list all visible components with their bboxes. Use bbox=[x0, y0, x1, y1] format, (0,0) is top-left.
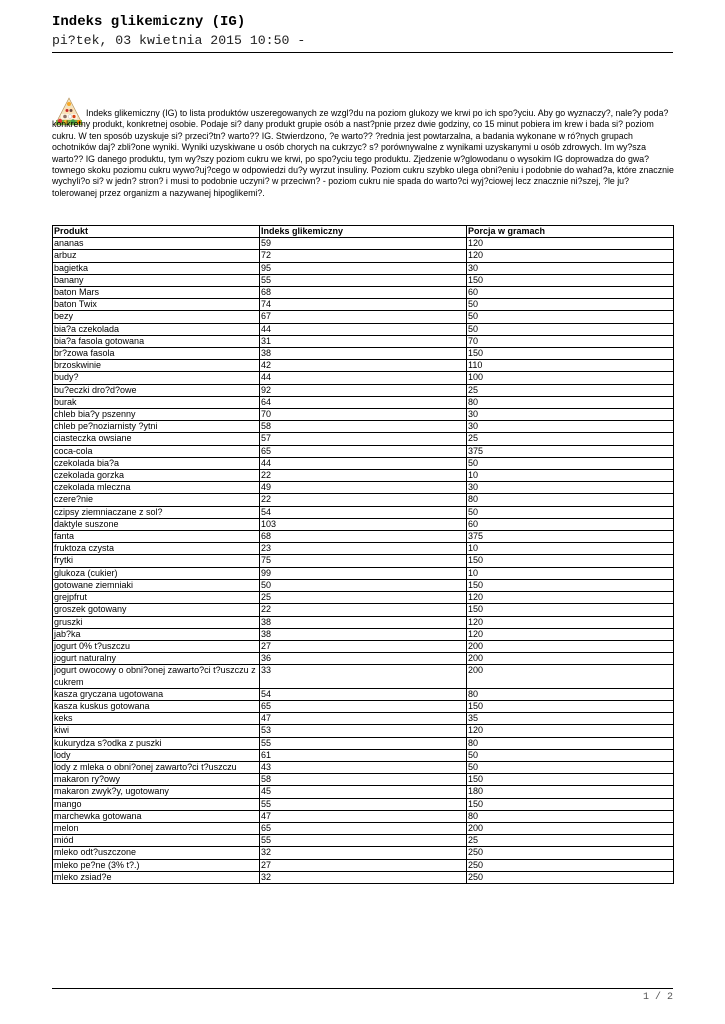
glycemic-index-cell: 50 bbox=[260, 579, 467, 591]
product-cell: miód bbox=[53, 835, 260, 847]
table-row bbox=[53, 287, 674, 299]
table-row bbox=[53, 311, 674, 323]
table-row bbox=[53, 604, 674, 616]
product-cell: glukoza (cukier) bbox=[53, 567, 260, 579]
glycemic-index-cell: 23 bbox=[260, 543, 467, 555]
table-row bbox=[53, 348, 674, 360]
portion-cell: 50 bbox=[467, 323, 674, 335]
table-row bbox=[53, 457, 674, 469]
product-cell: jogurt 0% t?uszczu bbox=[53, 640, 260, 652]
table-row bbox=[53, 555, 674, 567]
glycemic-index-cell: 65 bbox=[260, 445, 467, 457]
product-cell: kasza gryczana ugotowana bbox=[53, 688, 260, 700]
glycemic-index-cell: 67 bbox=[260, 311, 467, 323]
product-cell: czekolada gorzka bbox=[53, 470, 260, 482]
product-cell: czekolada mleczna bbox=[53, 482, 260, 494]
page-number: 1 / 2 bbox=[642, 992, 673, 1003]
table-row bbox=[53, 713, 674, 725]
table-row bbox=[53, 822, 674, 834]
glycemic-index-cell: 44 bbox=[260, 323, 467, 335]
glycemic-index-cell: 70 bbox=[260, 409, 467, 421]
table-row bbox=[53, 640, 674, 652]
glycemic-index-cell: 22 bbox=[260, 470, 467, 482]
table-row bbox=[53, 847, 674, 859]
portion-cell: 50 bbox=[467, 761, 674, 773]
table-row bbox=[53, 761, 674, 773]
table-row bbox=[53, 506, 674, 518]
table-row bbox=[53, 372, 674, 384]
product-cell: makaron ry?owy bbox=[53, 774, 260, 786]
product-cell: budy? bbox=[53, 372, 260, 384]
product-cell: fanta bbox=[53, 531, 260, 543]
table-row bbox=[53, 786, 674, 798]
portion-cell: 80 bbox=[467, 494, 674, 506]
table-row bbox=[53, 384, 674, 396]
table-row bbox=[53, 774, 674, 786]
product-cell: chleb bia?y pszenny bbox=[53, 409, 260, 421]
glycemic-index-cell: 38 bbox=[260, 616, 467, 628]
glycemic-index-cell: 32 bbox=[260, 847, 467, 859]
portion-cell: 180 bbox=[467, 786, 674, 798]
product-cell: groszek gotowany bbox=[53, 604, 260, 616]
product-cell: bu?eczki dro?d?owe bbox=[53, 384, 260, 396]
table-row bbox=[53, 835, 674, 847]
table-row bbox=[53, 396, 674, 408]
portion-cell: 110 bbox=[467, 360, 674, 372]
glycemic-index-cell: 68 bbox=[260, 531, 467, 543]
table-row bbox=[53, 421, 674, 433]
glycemic-index-table bbox=[52, 225, 674, 884]
portion-cell: 25 bbox=[467, 384, 674, 396]
glycemic-index-cell: 44 bbox=[260, 457, 467, 469]
glycemic-index-cell: 58 bbox=[260, 774, 467, 786]
glycemic-index-cell: 38 bbox=[260, 628, 467, 640]
portion-cell: 150 bbox=[467, 274, 674, 286]
product-cell: kiwi bbox=[53, 725, 260, 737]
product-cell: marchewka gotowana bbox=[53, 810, 260, 822]
header-glycemic-index: Indeks glikemiczny bbox=[260, 226, 467, 238]
portion-cell: 150 bbox=[467, 604, 674, 616]
glycemic-index-cell: 55 bbox=[260, 798, 467, 810]
portion-cell: 200 bbox=[467, 640, 674, 652]
portion-cell: 10 bbox=[467, 543, 674, 555]
table-row bbox=[53, 274, 674, 286]
glycemic-index-cell: 45 bbox=[260, 786, 467, 798]
portion-cell: 200 bbox=[467, 822, 674, 834]
table-row bbox=[53, 737, 674, 749]
product-cell: brzoskwinie bbox=[53, 360, 260, 372]
portion-cell: 250 bbox=[467, 859, 674, 871]
glycemic-index-cell: 33 bbox=[260, 665, 467, 688]
product-cell: keks bbox=[53, 713, 260, 725]
glycemic-index-cell: 31 bbox=[260, 335, 467, 347]
product-cell: daktyle suszone bbox=[53, 518, 260, 530]
glycemic-index-cell: 49 bbox=[260, 482, 467, 494]
glycemic-index-cell: 47 bbox=[260, 810, 467, 822]
product-cell: ananas bbox=[53, 238, 260, 250]
table-row bbox=[53, 238, 674, 250]
portion-cell: 120 bbox=[467, 616, 674, 628]
glycemic-index-cell: 54 bbox=[260, 506, 467, 518]
portion-cell: 150 bbox=[467, 579, 674, 591]
glycemic-index-cell: 36 bbox=[260, 653, 467, 665]
product-cell: mango bbox=[53, 798, 260, 810]
glycemic-index-cell: 57 bbox=[260, 433, 467, 445]
glycemic-index-cell: 61 bbox=[260, 749, 467, 761]
table-row bbox=[53, 859, 674, 871]
portion-cell: 30 bbox=[467, 421, 674, 433]
glycemic-index-cell: 75 bbox=[260, 555, 467, 567]
glycemic-index-cell: 74 bbox=[260, 299, 467, 311]
table-header-row bbox=[53, 226, 674, 238]
table-row bbox=[53, 518, 674, 530]
portion-cell: 50 bbox=[467, 457, 674, 469]
table-row bbox=[53, 579, 674, 591]
portion-cell: 150 bbox=[467, 798, 674, 810]
glycemic-index-cell: 44 bbox=[260, 372, 467, 384]
glycemic-index-cell: 55 bbox=[260, 737, 467, 749]
product-cell: fruktoza czysta bbox=[53, 543, 260, 555]
portion-cell: 80 bbox=[467, 688, 674, 700]
glycemic-index-cell: 53 bbox=[260, 725, 467, 737]
product-cell: bezy bbox=[53, 311, 260, 323]
portion-cell: 120 bbox=[467, 250, 674, 262]
glycemic-index-cell: 47 bbox=[260, 713, 467, 725]
table-row bbox=[53, 871, 674, 883]
glycemic-index-cell: 22 bbox=[260, 604, 467, 616]
product-cell: ciasteczka owsiane bbox=[53, 433, 260, 445]
page-title: Indeks glikemiczny (IG) bbox=[52, 14, 246, 30]
table-row bbox=[53, 592, 674, 604]
portion-cell: 60 bbox=[467, 518, 674, 530]
table-row bbox=[53, 531, 674, 543]
table-row bbox=[53, 445, 674, 457]
product-cell: mleko pe?ne (3% t?.) bbox=[53, 859, 260, 871]
glycemic-index-cell: 103 bbox=[260, 518, 467, 530]
portion-cell: 25 bbox=[467, 433, 674, 445]
glycemic-index-cell: 22 bbox=[260, 494, 467, 506]
portion-cell: 375 bbox=[467, 531, 674, 543]
portion-cell: 120 bbox=[467, 725, 674, 737]
product-cell: lody bbox=[53, 749, 260, 761]
portion-cell: 50 bbox=[467, 311, 674, 323]
glycemic-index-cell: 65 bbox=[260, 822, 467, 834]
glycemic-index-cell: 55 bbox=[260, 835, 467, 847]
table-row bbox=[53, 470, 674, 482]
glycemic-index-cell: 55 bbox=[260, 274, 467, 286]
table-row bbox=[53, 810, 674, 822]
portion-cell: 200 bbox=[467, 653, 674, 665]
product-cell: gruszki bbox=[53, 616, 260, 628]
product-cell: br?zowa fasola bbox=[53, 348, 260, 360]
table-row bbox=[53, 262, 674, 274]
glycemic-index-cell: 59 bbox=[260, 238, 467, 250]
product-cell: czipsy ziemniaczane z sol? bbox=[53, 506, 260, 518]
portion-cell: 60 bbox=[467, 287, 674, 299]
portion-cell: 250 bbox=[467, 871, 674, 883]
portion-cell: 200 bbox=[467, 665, 674, 688]
portion-cell: 50 bbox=[467, 299, 674, 311]
glycemic-index-cell: 54 bbox=[260, 688, 467, 700]
portion-cell: 250 bbox=[467, 847, 674, 859]
table-row bbox=[53, 482, 674, 494]
portion-cell: 30 bbox=[467, 482, 674, 494]
product-cell: grejpfrut bbox=[53, 592, 260, 604]
portion-cell: 70 bbox=[467, 335, 674, 347]
product-cell: melon bbox=[53, 822, 260, 834]
product-cell: czekolada bia?a bbox=[53, 457, 260, 469]
portion-cell: 150 bbox=[467, 348, 674, 360]
table-row bbox=[53, 323, 674, 335]
glycemic-index-cell: 27 bbox=[260, 859, 467, 871]
portion-cell: 10 bbox=[467, 567, 674, 579]
portion-cell: 150 bbox=[467, 555, 674, 567]
portion-cell: 80 bbox=[467, 396, 674, 408]
glycemic-index-cell: 64 bbox=[260, 396, 467, 408]
portion-cell: 80 bbox=[467, 737, 674, 749]
glycemic-index-cell: 72 bbox=[260, 250, 467, 262]
table-row bbox=[53, 700, 674, 712]
portion-cell: 30 bbox=[467, 262, 674, 274]
portion-cell: 150 bbox=[467, 700, 674, 712]
product-cell: chleb pe?noziarnisty ?ytni bbox=[53, 421, 260, 433]
portion-cell: 120 bbox=[467, 592, 674, 604]
product-cell: bia?a fasola gotowana bbox=[53, 335, 260, 347]
product-cell: coca-cola bbox=[53, 445, 260, 457]
footer-divider bbox=[52, 988, 673, 989]
glycemic-index-cell: 25 bbox=[260, 592, 467, 604]
glycemic-index-cell: 68 bbox=[260, 287, 467, 299]
glycemic-index-cell: 65 bbox=[260, 700, 467, 712]
portion-cell: 100 bbox=[467, 372, 674, 384]
product-cell: mleko odt?uszczone bbox=[53, 847, 260, 859]
table-row bbox=[53, 567, 674, 579]
table-row bbox=[53, 688, 674, 700]
portion-cell: 120 bbox=[467, 238, 674, 250]
table-row bbox=[53, 628, 674, 640]
product-cell: jogurt naturalny bbox=[53, 653, 260, 665]
product-cell: bagietka bbox=[53, 262, 260, 274]
table-row bbox=[53, 798, 674, 810]
portion-cell: 150 bbox=[467, 774, 674, 786]
product-cell: lody z mleka o obni?onej zawarto?ci t?uszczu bbox=[53, 761, 260, 773]
product-cell: kukurydza s?odka z puszki bbox=[53, 737, 260, 749]
product-cell: mleko zsiad?e bbox=[53, 871, 260, 883]
table-row bbox=[53, 725, 674, 737]
portion-cell: 80 bbox=[467, 810, 674, 822]
intro-paragraph: Indeks glikemiczny (IG) to lista produktów uszeregowanych ze wzgl?du na poziom glukozy we krwi po ich spo?yciu. Aby go wyznaczy?, nale?y poda? konkretny produkt, konkretnej osobie. Podaje si? dany produkt grupie osób a nast?pnie przez dwie godziny, co 15 minut pobiera im krew i bada si? poziom cukru. W ten sposób uzyskuje si? przeci?tn? warto?? IG. Stwierdzono, ?e warto?? ?rednia jest powtarzalna, a badania wykonane w ró?nych grupach ochotników daj? zbli?one wyniki. Wyniki uzyskiwane u osób chorych na cukrzyc? s? porównywalne z wynikami uzyskanymi u osób zdrowych. Im wy?sza warto?? IG danego produktu, tym wy?szy poziom cukru we krwi, po spo?yciu tego produktu. Zjedzenie w?glowodanu o wysokim IG doprowadza do gwa?townego skoku poziomu cukru wywo?uj?cego w odpowiedzi du?y wyrzut insuliny. Poziom cukru szybko ulega obni?eniu i podobnie do wahad?a, które znacznie wychyli?o si? w jedn? stron? i musi to podobnie uczyni? w przeciwn? - poziom cukru nie spada do warto?ci wyj?ciowej lecz znacznie ni?szej, ?le ju? tolerowanej przez organizm a nazywanej hipoglikemi?. bbox=[52, 108, 674, 198]
table-row bbox=[53, 433, 674, 445]
table-row bbox=[53, 653, 674, 665]
portion-cell: 25 bbox=[467, 835, 674, 847]
portion-cell: 10 bbox=[467, 470, 674, 482]
product-cell: banany bbox=[53, 274, 260, 286]
portion-cell: 375 bbox=[467, 445, 674, 457]
table-row bbox=[53, 360, 674, 372]
portion-cell: 30 bbox=[467, 409, 674, 421]
glycemic-index-cell: 32 bbox=[260, 871, 467, 883]
product-cell: arbuz bbox=[53, 250, 260, 262]
table-row bbox=[53, 409, 674, 421]
header-divider bbox=[52, 52, 673, 53]
table-row bbox=[53, 749, 674, 761]
header-product: Produkt bbox=[53, 226, 260, 238]
table-row bbox=[53, 250, 674, 262]
product-cell: jab?ka bbox=[53, 628, 260, 640]
product-cell: bia?a czekolada bbox=[53, 323, 260, 335]
table-row bbox=[53, 616, 674, 628]
product-cell: jogurt owocowy o obni?onej zawarto?ci t?uszczu z cukrem bbox=[53, 665, 260, 688]
portion-cell: 50 bbox=[467, 749, 674, 761]
table-row bbox=[53, 543, 674, 555]
article-date: pi?tek, 03 kwietnia 2015 10:50 - bbox=[52, 33, 306, 48]
glycemic-index-cell: 95 bbox=[260, 262, 467, 274]
glycemic-index-cell: 43 bbox=[260, 761, 467, 773]
glycemic-index-cell: 58 bbox=[260, 421, 467, 433]
portion-cell: 120 bbox=[467, 628, 674, 640]
table-body bbox=[53, 238, 674, 884]
table-row bbox=[53, 299, 674, 311]
table-row bbox=[53, 665, 674, 688]
glycemic-index-cell: 38 bbox=[260, 348, 467, 360]
glycemic-index-cell: 42 bbox=[260, 360, 467, 372]
table-row bbox=[53, 335, 674, 347]
product-cell: burak bbox=[53, 396, 260, 408]
product-cell: frytki bbox=[53, 555, 260, 567]
product-cell: gotowane ziemniaki bbox=[53, 579, 260, 591]
portion-cell: 35 bbox=[467, 713, 674, 725]
product-cell: baton Twix bbox=[53, 299, 260, 311]
product-cell: makaron zwyk?y, ugotowany bbox=[53, 786, 260, 798]
portion-cell: 50 bbox=[467, 506, 674, 518]
table-row bbox=[53, 494, 674, 506]
glycemic-index-cell: 99 bbox=[260, 567, 467, 579]
glycemic-index-cell: 27 bbox=[260, 640, 467, 652]
header-portion: Porcja w gramach bbox=[467, 226, 674, 238]
product-cell: kasza kuskus gotowana bbox=[53, 700, 260, 712]
glycemic-index-cell: 92 bbox=[260, 384, 467, 396]
product-cell: czere?nie bbox=[53, 494, 260, 506]
product-cell: baton Mars bbox=[53, 287, 260, 299]
